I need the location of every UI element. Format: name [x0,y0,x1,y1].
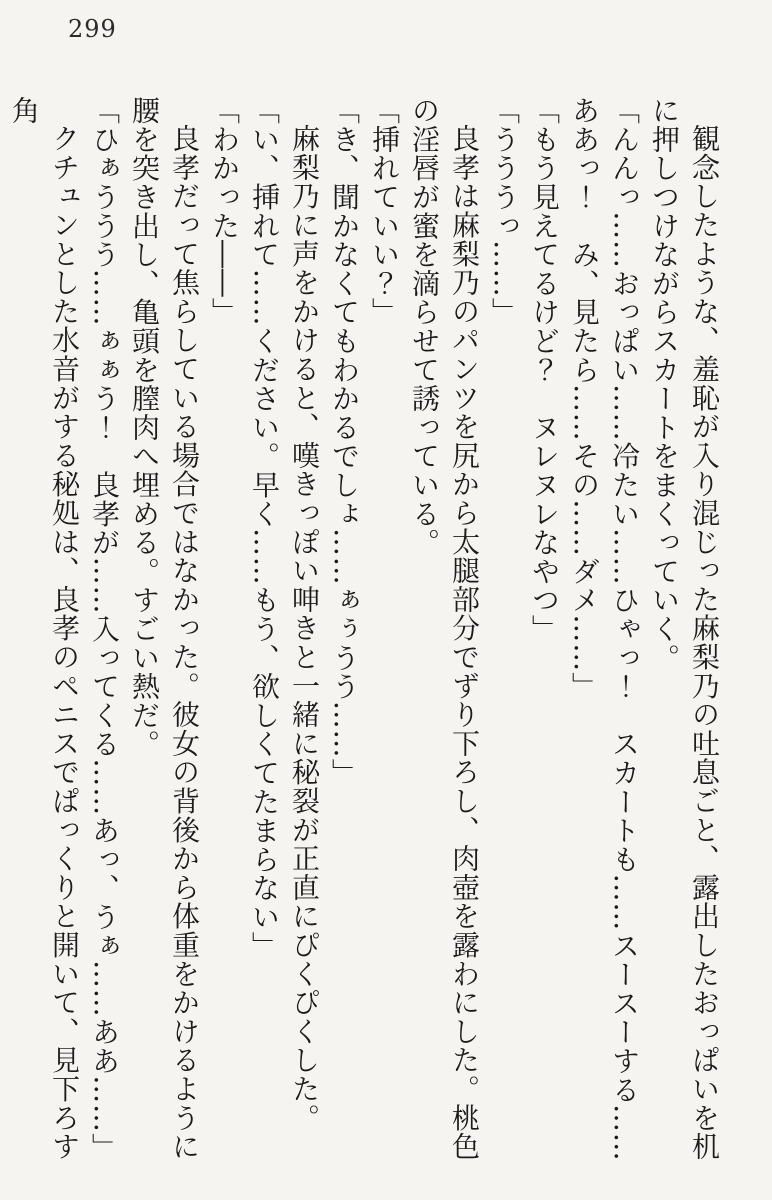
paragraph: クチュンとした水音がする秘処は、良孝のペニスでぱっくりと開いて、見下ろす角 [8,96,81,1161]
paragraph: 「い、挿れて……ください。早く……もう、欲しくてたまらない」 [248,96,281,960]
text-body [8,96,724,1164]
paragraph: 「わかった――」 [208,96,241,327]
paragraph: 麻梨乃に声をかけると、嘆きっぽい呻きと一緒に秘裂が正直にぴくぴくした。 [288,124,321,1132]
page-number: 299 [68,15,117,43]
paragraph: 「んんっ……おっぱい……冷たい……ひゃっ！ スカートも……スースーする……ああっ！ み、見たら……その……ダメ……」 [568,96,641,1162]
paragraph: 「挿れていい？」 [368,96,401,327]
paragraph: 「き、聞かなくてもわかるでしょ……ぁぅうう……」 [328,96,361,788]
paragraph: 「ひぁううう……ぁぁう！ 良孝が……入ってくる……あっ、うぁ……ああ……」 [88,96,121,1162]
paragraph: 「うううっ……」 [488,96,521,327]
paragraph: 良孝だって焦らしている場合ではなかった。彼女の背後から体重をかけるように腰を突き出し、亀頭を膣肉へ埋める。すごい熱だ。 [128,96,201,1161]
paragraph: 良孝は麻梨乃のパンツを尻から太腿部分でずり下ろし、肉壺を露わにした。桃色の淫唇が蜜を滴らせて誘っている。 [408,96,481,1161]
paragraph: 観念したような、羞恥が入り混じった麻梨乃の吐息ごと、露出したおっぱいを机に押しつけながらスカートをまくっていく。 [648,96,721,1161]
paragraph: 「もう見えてるけど？ ヌレヌレなやつ」 [528,96,561,644]
